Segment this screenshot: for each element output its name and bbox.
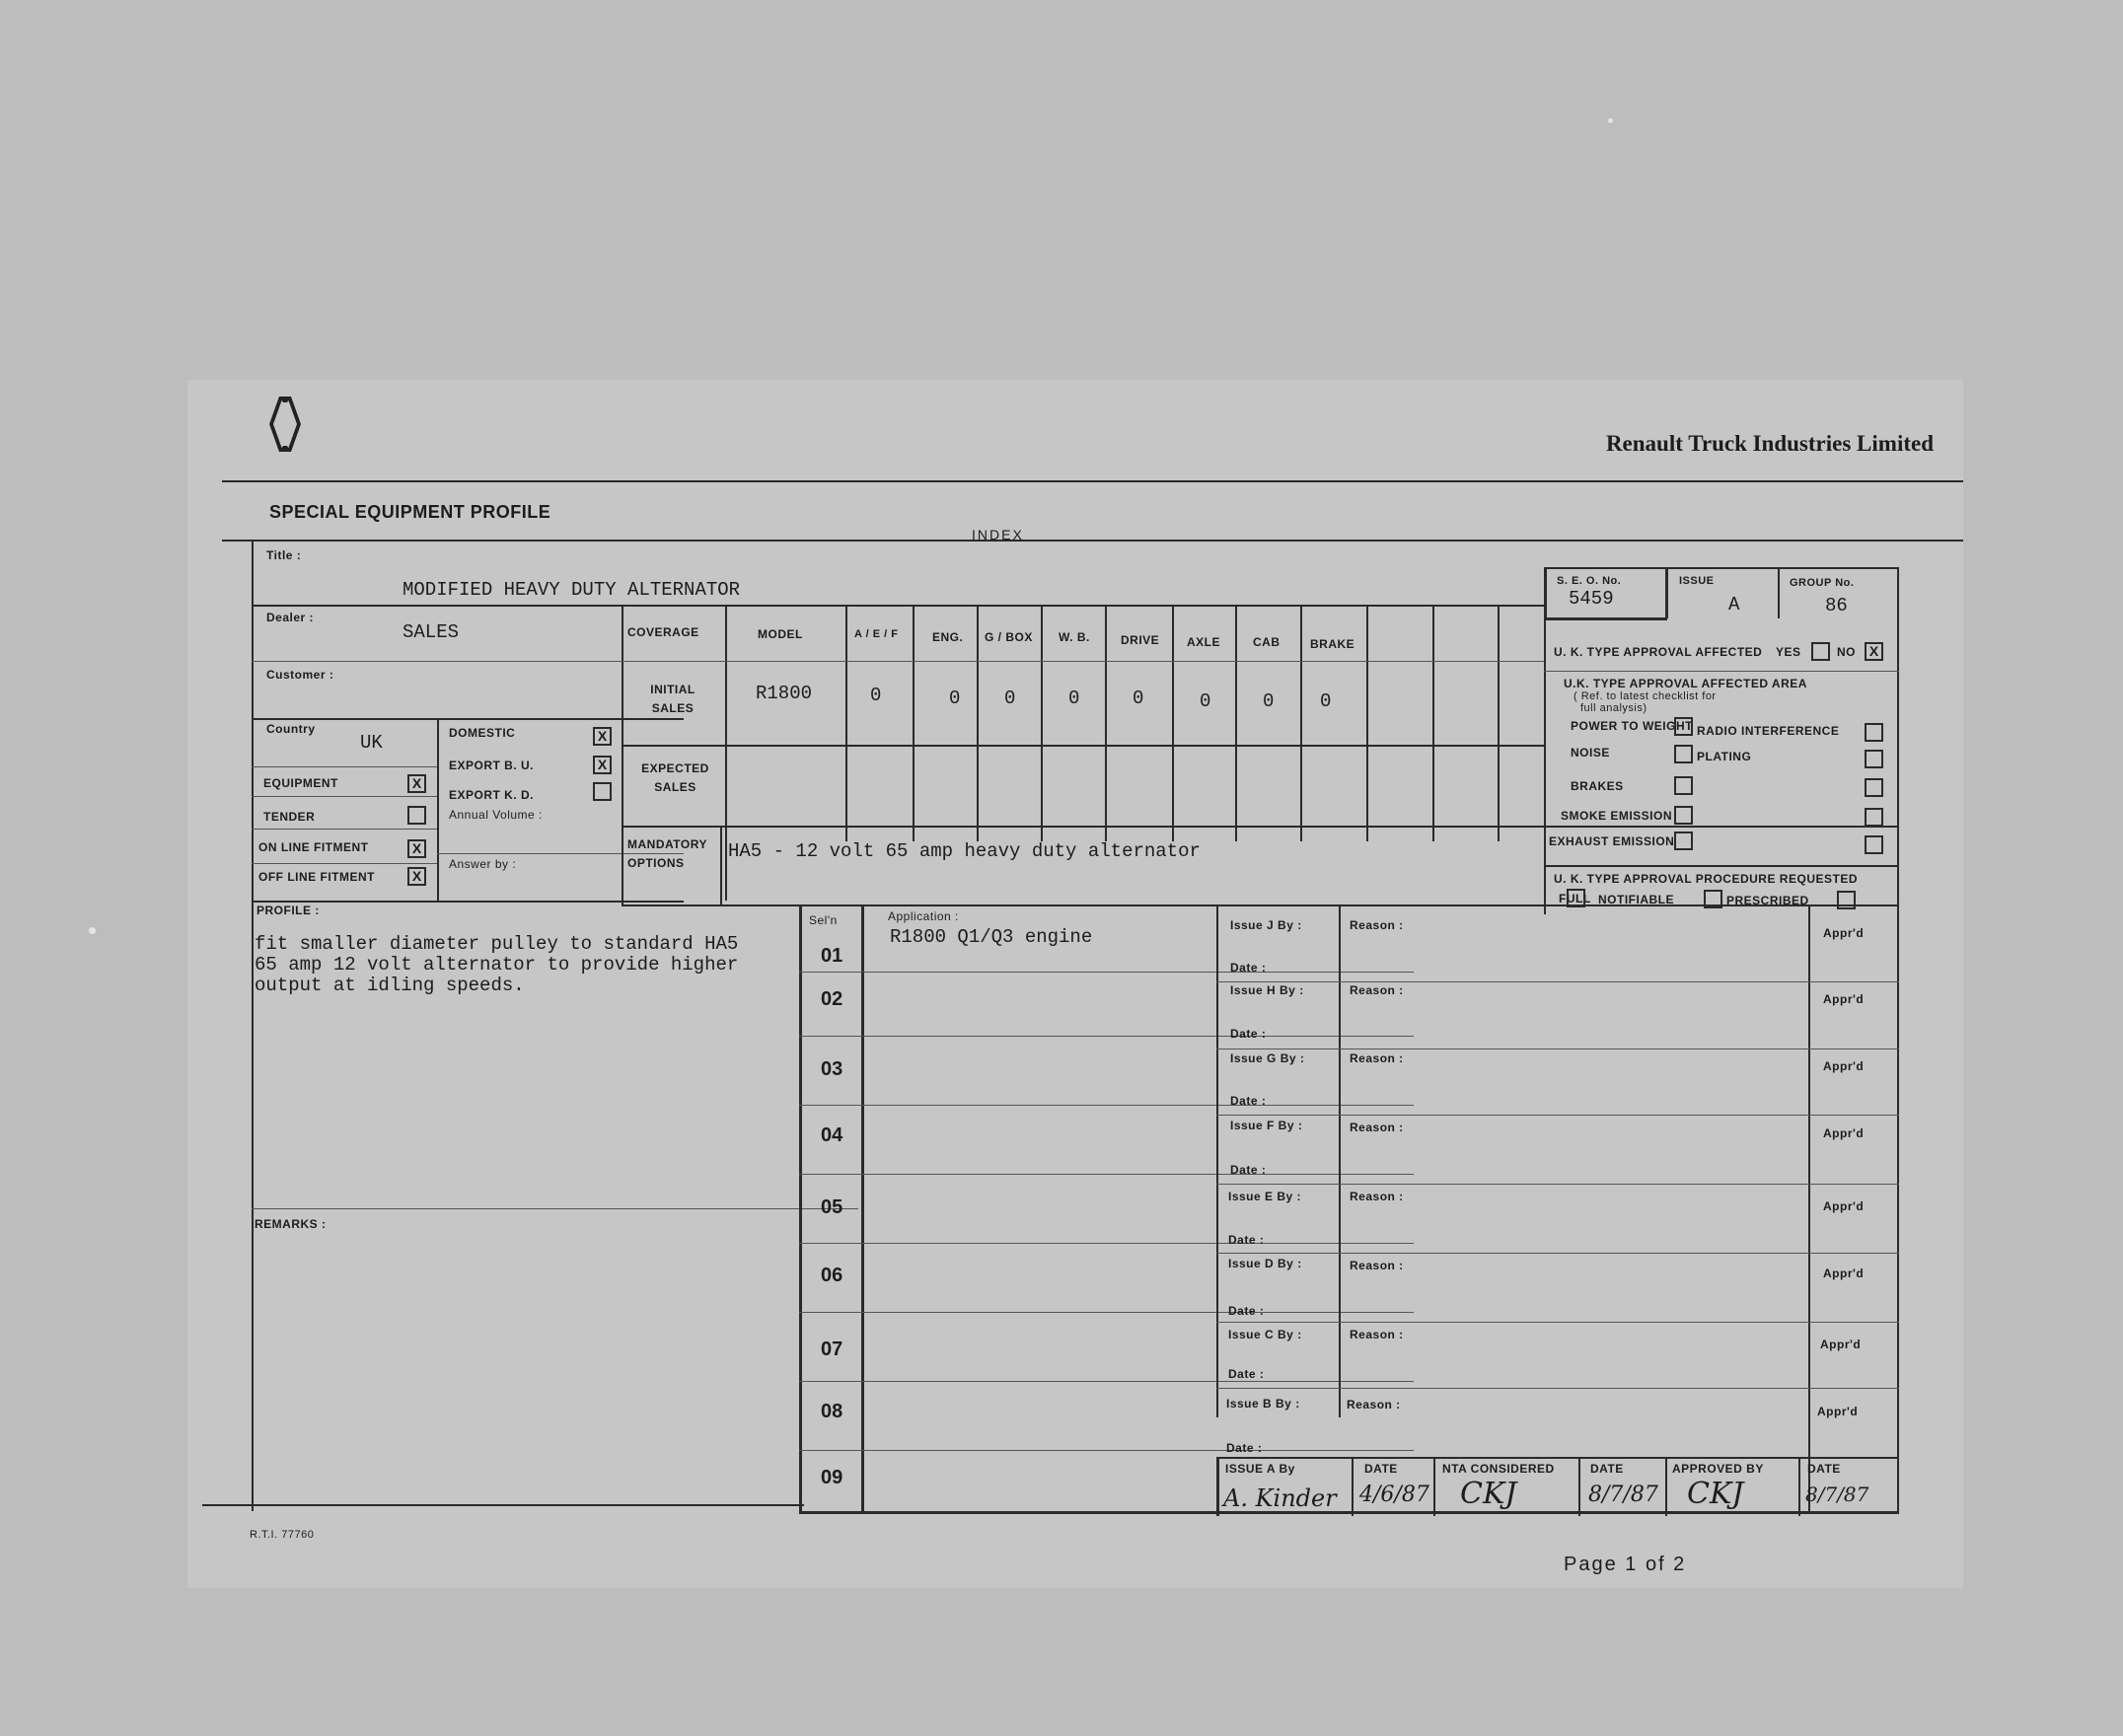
uk-approval-yes-checkbox[interactable]	[1811, 642, 1830, 661]
renault-logo	[261, 395, 311, 454]
brakes-right-checkbox[interactable]	[1865, 778, 1883, 797]
seo-number: 5459	[1569, 588, 1614, 610]
on-line-fitment-checkbox[interactable]: X	[407, 839, 426, 858]
brakes-checkbox[interactable]	[1674, 776, 1693, 795]
title-value: MODIFIED HEAVY DUTY ALTERNATOR	[403, 579, 741, 601]
nta-signature: CKJ	[1460, 1477, 1517, 1511]
equipment-checkbox[interactable]: X	[407, 774, 426, 793]
approved-signature: CKJ	[1687, 1477, 1744, 1511]
exhaust-emission-checkbox[interactable]	[1674, 832, 1693, 850]
issue-a-date: 4/6/87	[1359, 1483, 1429, 1507]
issue-letter: A	[1728, 594, 1740, 615]
equipment-profile-sheet: Renault Truck Industries Limited SPECIAL EQUIPMENT PROFILE INDEX Title : MODIFIED HEAVY DUTY ALTERNATOR S. E. O. No. 5459 ISSUE A GROUP No. 86 Dealer : SALES Customer : Country UK EQUIPMENT X TENDER ON LINE FITMENT X OFF LINE FITMENT X DOMESTIC X EXPORT B. U. X EXPORT K. D. Annual Volume : Answer by : COVERAGE MODEL A / E / F ENG. G / BOX W. B. DRIVE AXLE CAB BRAKE INITIAL SALES R1800 0 0 0 0 0 0 0 0 EXPECTED SALES MANDATORY OPTIONS HA5 - 12 volt 65 amp heavy duty alternator U. K. TYPE APPROVAL AFFECTED YES NO X U.K. TYPE APPROVAL AFFECTED AREA ( Ref. to latest checklist for full analysis) POWER TO WEIGHT RADIO INTERFERENCE NOISE PLATING BRAKES SMOKE EMISSION EXHAUST EMISSION U. K. TYPE APPROVAL PROCEDURE REQUESTED FULL NOTIFIABLE PRESCRIBED PROFILE : fit smaller diameter pulley to standard HA5 65 amp 12 volt alternator to provide higher output at idling speeds. REMARKS : Sel'n 01 02 03 04 05 06 07 08 09 Application : R1800 Q1/Q3 engine Issue J By : Date : Reason : Appr'd Issue H By : Date : Reason : Appr'd Issue G By : Date : Reason : Appr'd Issue F By : Date : Reason : Appr'd Issue E By : Date : Reason : Appr'd Issue D By : Date : Reason : Appr'd Issue C By : Date : Reason : Appr'd Issue B By : Date : Reason : Appr'd ISSUE A By A. Kinder DATE 4/6/87 NTA CONSIDERED CKJ DATE 8/7/87 APPROVED BY CKJ DATE 8/7/87 R.T.I. 77760 Page 1 of 2	[187, 380, 1963, 1588]
uk-approval-no-checkbox[interactable]: X	[1865, 642, 1883, 661]
procedure-full-checkbox[interactable]	[1567, 889, 1585, 907]
dealer-value: SALES	[403, 621, 460, 643]
export-bu-checkbox[interactable]: X	[593, 756, 612, 774]
issue-a-signature: A. Kinder	[1223, 1484, 1337, 1512]
domestic-checkbox[interactable]: X	[593, 727, 612, 746]
country-value: UK	[360, 732, 383, 754]
form-number: R.T.I. 77760	[250, 1529, 315, 1541]
approved-date: 8/7/87	[1805, 1483, 1869, 1506]
procedure-prescribed-checkbox[interactable]	[1837, 891, 1856, 909]
page-number: Page 1 of 2	[1564, 1554, 1687, 1575]
group-number: 86	[1825, 595, 1848, 616]
mandatory-options-value: HA5 - 12 volt 65 amp heavy duty alternator	[728, 840, 1201, 862]
profile-line-1: fit smaller diameter pulley to standard HA5	[255, 933, 739, 955]
smoke-emission-right-checkbox[interactable]	[1865, 808, 1883, 827]
procedure-notifiable-checkbox[interactable]	[1704, 890, 1722, 908]
radio-interference-checkbox[interactable]	[1865, 723, 1883, 742]
off-line-fitment-checkbox[interactable]: X	[407, 867, 426, 886]
noise-checkbox[interactable]	[1674, 745, 1693, 763]
power-to-weight-checkbox[interactable]	[1674, 717, 1693, 736]
expected-sales-label: EXPECTED SALES	[641, 761, 709, 795]
plating-checkbox[interactable]	[1865, 750, 1883, 768]
smoke-emission-checkbox[interactable]	[1674, 806, 1693, 825]
exhaust-emission-right-checkbox[interactable]	[1865, 835, 1883, 854]
profile-line-3: output at idling speeds.	[255, 975, 525, 996]
form-title: SPECIAL EQUIPMENT PROFILE	[269, 502, 551, 522]
nta-date: 8/7/87	[1588, 1483, 1658, 1507]
initial-model: R1800	[756, 683, 813, 704]
application-value: R1800 Q1/Q3 engine	[890, 926, 1093, 948]
index-note: INDEX	[972, 527, 1024, 542]
initial-sales-label: INITIAL SALES	[650, 683, 695, 716]
company-name: Renault Truck Industries Limited	[1605, 431, 1934, 456]
export-kd-checkbox[interactable]	[593, 782, 612, 801]
profile-line-2: 65 amp 12 volt alternator to provide higher	[255, 954, 739, 976]
tender-checkbox[interactable]	[407, 806, 426, 825]
